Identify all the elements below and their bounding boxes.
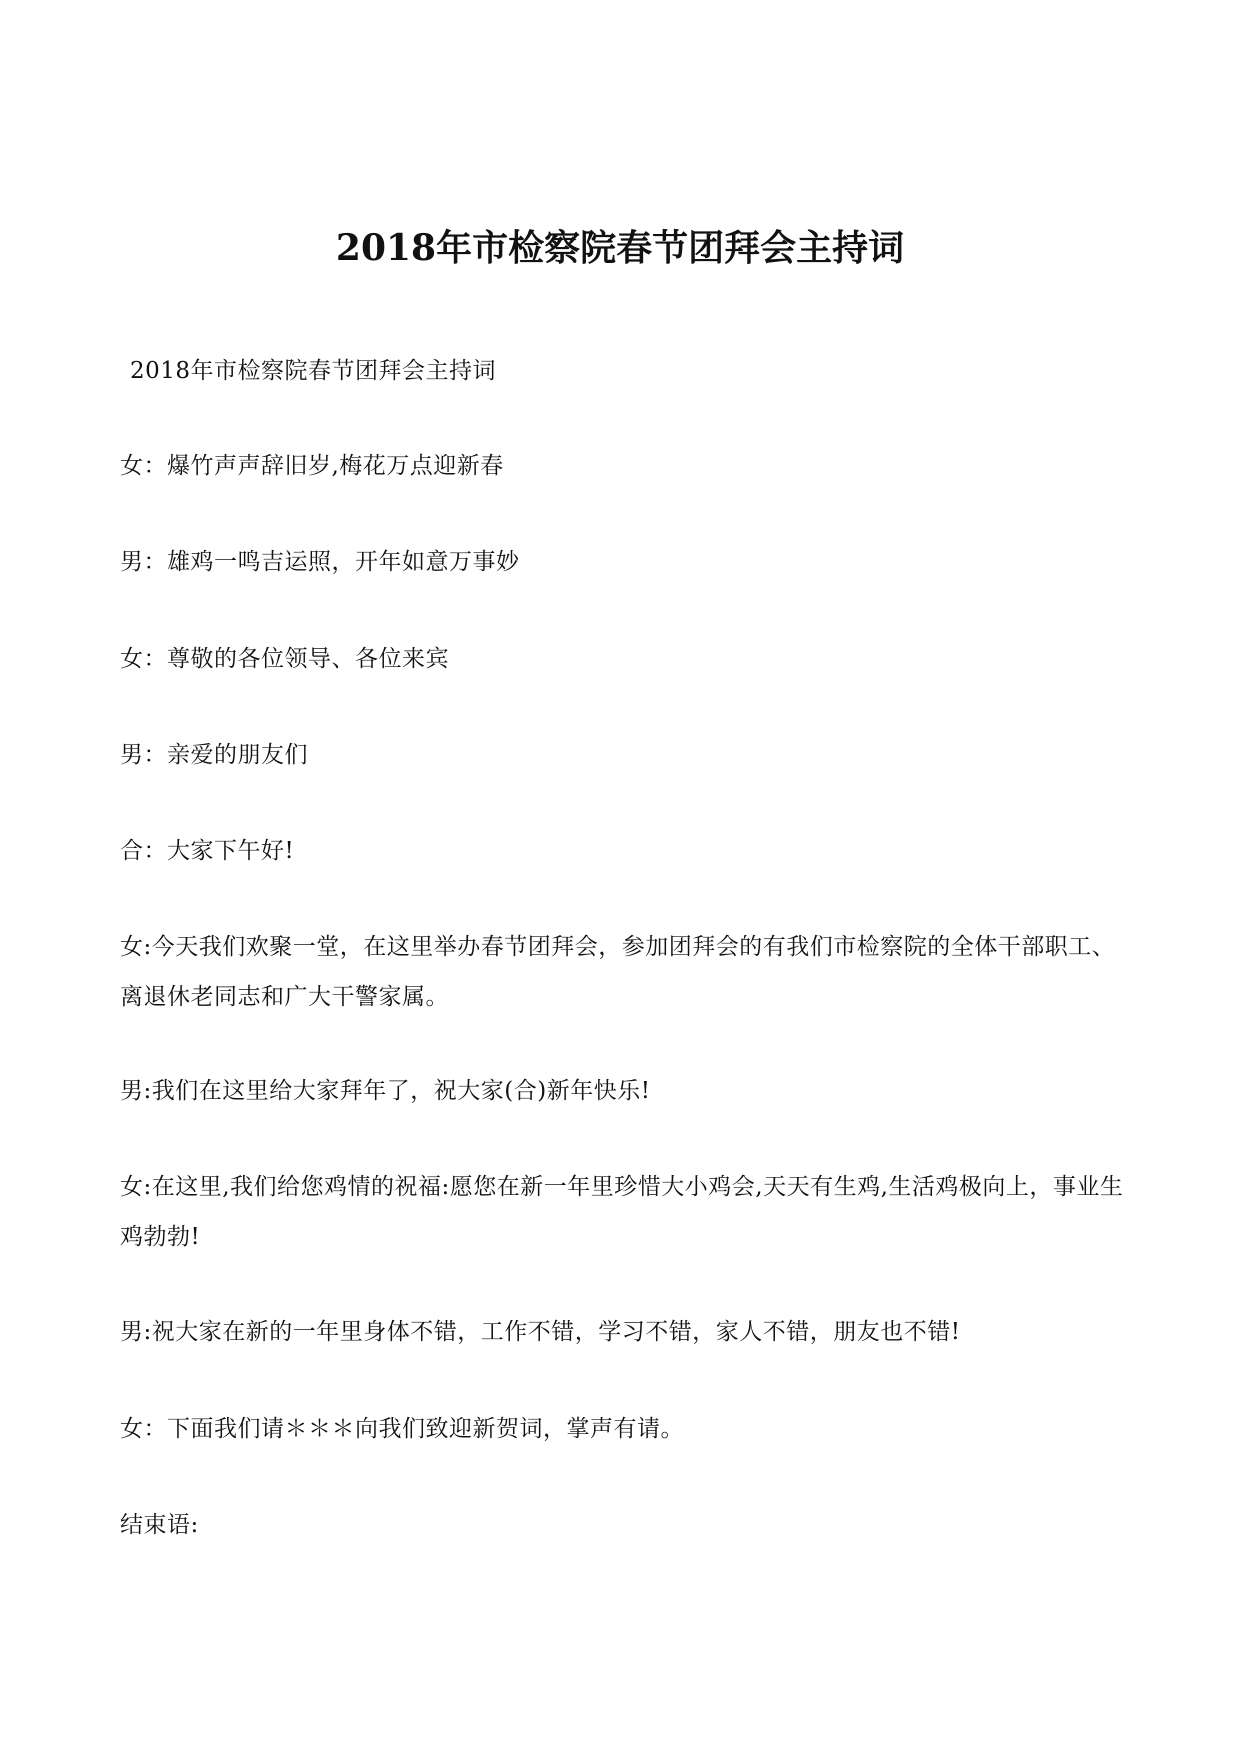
paragraph-female-4: 女:在这里,我们给您鸡情的祝福:愿您在新一年里珍惜大小鸡会,天天有生鸡,生活鸡极向上，事业生鸡勃勃! bbox=[120, 1174, 1124, 1250]
document-title: 2018年市检察院春节团拜会主持词 bbox=[335, 227, 905, 269]
paragraph-male-2: 男：亲爱的朋友们 bbox=[120, 742, 308, 768]
paragraph-male-1: 男：雄鸡一鸣吉运照，开年如意万事妙 bbox=[120, 549, 520, 575]
paragraph-male-4: 男:祝大家在新的一年里身体不错，工作不错，学习不错，家人不错，朋友也不错! bbox=[120, 1319, 961, 1345]
closing-remarks-heading: 结束语: bbox=[120, 1512, 199, 1538]
paragraph-female-1: 女：爆竹声声辞旧岁,梅花万点迎新春 bbox=[120, 453, 504, 479]
document-subtitle: 2018年市检察院春节团拜会主持词 bbox=[130, 358, 497, 384]
paragraph-together-1: 合：大家下午好! bbox=[120, 838, 295, 864]
paragraph-female-2: 女：尊敬的各位领导、各位来宾 bbox=[120, 646, 449, 672]
paragraph-female-5: 女：下面我们请＊＊＊向我们致迎新贺词，掌声有请。 bbox=[120, 1416, 684, 1442]
paragraph-male-3: 男:我们在这里给大家拜年了，祝大家(合)新年快乐! bbox=[120, 1078, 651, 1104]
paragraph-female-3: 女:今天我们欢聚一堂，在这里举办春节团拜会，参加团拜会的有我们市检察院的全体干部职工、离退休老同志和广大干警家属。 bbox=[120, 934, 1116, 1010]
